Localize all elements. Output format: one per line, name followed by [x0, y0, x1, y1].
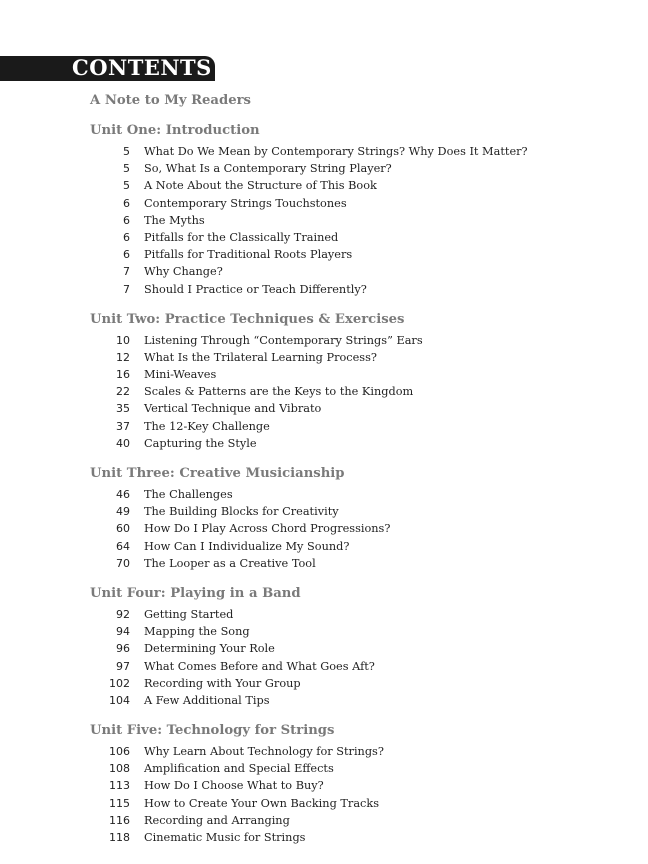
contents-banner	[0, 56, 215, 81]
toc-entry[interactable]	[90, 160, 630, 177]
toc-entry-title: Recording with Your Group	[144, 676, 301, 690]
toc-entry-title: The Looper as a Creative Tool	[144, 556, 316, 570]
toc-entry[interactable]	[90, 812, 630, 829]
toc-page-number: 118	[109, 831, 130, 844]
toc-entry[interactable]	[90, 263, 630, 280]
toc-entry-title: How to Create Your Own Backing Tracks	[144, 796, 380, 810]
toc-unit-heading[interactable]: Unit One: Introduction	[90, 123, 260, 138]
toc-page-number: 70	[116, 556, 130, 570]
toc-page-number: 10	[116, 333, 130, 347]
toc-entry-title: The 12-Key Challenge	[144, 419, 270, 433]
toc-entry[interactable]	[90, 143, 630, 160]
toc-entry-title: Cinematic Music for Strings	[144, 831, 306, 844]
toc-entry[interactable]	[90, 383, 630, 400]
toc-page-number: 6	[123, 248, 130, 262]
toc-entry-title: Mini-Weaves	[144, 368, 217, 382]
toc-entry[interactable]	[90, 418, 630, 435]
toc-page-number: 106	[109, 745, 130, 759]
toc-entry[interactable]	[90, 435, 630, 452]
toc-entry-title: A Note About the Structure of This Book	[144, 179, 377, 193]
toc-entry-title: The Myths	[144, 213, 205, 227]
toc-entry-title: How Do I Choose What to Buy?	[144, 779, 324, 793]
toc-entry-title: Listening Through “Contemporary Strings” Ears	[144, 333, 423, 347]
toc-entry-title: Why Learn About Technology for Strings?	[144, 745, 384, 759]
toc-page-number: 94	[116, 625, 130, 639]
table-of-contents	[90, 92, 630, 846]
toc-entry-title: Determining Your Role	[144, 642, 275, 656]
toc-page-number: 16	[116, 368, 130, 382]
toc-entry[interactable]	[90, 675, 630, 692]
toc-entry-title: Should I Practice or Teach Differently?	[144, 282, 367, 296]
toc-entry-title: Contemporary Strings Touchstones	[144, 196, 347, 210]
toc-entry-title: Getting Started	[144, 607, 234, 621]
toc-page-number: 6	[123, 230, 130, 244]
toc-entry[interactable]	[90, 623, 630, 640]
toc-entry[interactable]	[90, 177, 630, 194]
toc-page-number: 96	[116, 642, 130, 656]
toc-entry[interactable]	[90, 777, 630, 794]
toc-entry[interactable]	[90, 538, 630, 555]
toc-entry[interactable]	[90, 692, 630, 709]
toc-entry-title: Why Change?	[144, 265, 223, 279]
toc-page-number: 60	[116, 522, 130, 536]
toc-page-number: 113	[109, 779, 130, 793]
toc-entry[interactable]	[90, 795, 630, 812]
toc-unit-heading[interactable]: Unit Four: Playing in a Band	[90, 585, 301, 601]
toc-entry[interactable]	[90, 760, 630, 777]
toc-entry-title: The Challenges	[144, 488, 233, 501]
toc-entry-title: How Can I Individualize My Sound?	[144, 539, 350, 553]
toc-entry[interactable]	[90, 743, 630, 760]
toc-entry[interactable]	[90, 366, 630, 383]
toc-entry[interactable]	[90, 229, 630, 246]
toc-heading-intro[interactable]: A Note to My Readers	[90, 93, 251, 108]
toc-entry-title: What Is the Trilateral Learning Process?	[144, 350, 377, 364]
toc-unit-heading[interactable]: Unit Five: Technology for Strings	[90, 723, 335, 739]
toc-page-number: 104	[109, 693, 130, 707]
toc-page-number: 64	[116, 539, 130, 553]
toc-entry[interactable]	[90, 195, 630, 212]
toc-page-number: 92	[116, 607, 130, 621]
toc-page-number: 40	[116, 436, 130, 450]
toc-entry-title: What Do We Mean by Contemporary Strings? Why Does It Matter?	[144, 145, 528, 158]
toc-entry-title: Vertical Technique and Vibrato	[144, 402, 322, 416]
toc-page-number: 7	[123, 265, 130, 279]
toc-page-number: 5	[123, 145, 130, 158]
toc-page-number: 115	[109, 796, 130, 810]
toc-page-number: 37	[116, 419, 130, 433]
toc-unit-heading[interactable]: Unit Three: Creative Musicianship	[90, 466, 345, 481]
page-title: CONTENTS	[72, 55, 212, 80]
toc-entry-title: Pitfalls for the Classically Trained	[144, 230, 339, 244]
toc-page-number: 102	[109, 676, 130, 690]
toc-entry-title: The Building Blocks for Creativity	[144, 505, 339, 519]
toc-page-number: 12	[116, 350, 130, 364]
toc-page-number: 22	[116, 385, 130, 399]
toc-page-number: 108	[109, 762, 130, 776]
toc-page-number: 35	[116, 402, 130, 416]
toc-entry-title: So, What Is a Contemporary String Player?	[144, 162, 392, 176]
toc-entry[interactable]	[90, 281, 630, 298]
toc-entry[interactable]	[90, 829, 630, 846]
toc-entry-title: Amplification and Special Effects	[144, 762, 334, 776]
toc-entry-title: Pitfalls for Traditional Roots Players	[144, 248, 353, 262]
toc-entry[interactable]	[90, 400, 630, 417]
toc-entry-title: Recording and Arranging	[144, 813, 290, 827]
toc-entry[interactable]	[90, 332, 630, 349]
toc-page-number: 46	[116, 488, 130, 501]
toc-page-number: 116	[109, 813, 130, 827]
toc-entry[interactable]	[90, 212, 630, 229]
toc-entry-title: Capturing the Style	[144, 436, 257, 450]
toc-unit-heading[interactable]: Unit Two: Practice Techniques & Exercises	[90, 311, 405, 327]
toc-entry[interactable]	[90, 520, 630, 537]
toc-page-number: 5	[123, 162, 130, 176]
toc-page-number: 6	[123, 213, 130, 227]
toc-entry-title: How Do I Play Across Chord Progressions?	[144, 522, 391, 536]
toc-page-number: 97	[116, 659, 130, 673]
toc-entry[interactable]	[90, 555, 630, 572]
toc-page-number: 7	[123, 282, 130, 296]
toc-entry-title: What Comes Before and What Goes Aft?	[144, 659, 375, 673]
toc-entry[interactable]	[90, 503, 630, 520]
toc-entry[interactable]	[90, 349, 630, 366]
toc-entry[interactable]	[90, 640, 630, 657]
toc-entry[interactable]	[90, 246, 630, 263]
toc-entry-title: A Few Additional Tips	[144, 693, 270, 707]
toc-entry[interactable]	[90, 658, 630, 675]
toc-entry[interactable]	[90, 486, 630, 503]
toc-page-number: 6	[123, 196, 130, 210]
toc-entry-title: Mapping the Song	[144, 625, 250, 639]
toc-entry-title: Scales & Patterns are the Keys to the Kingdom	[144, 385, 414, 399]
toc-entry[interactable]	[90, 606, 630, 623]
toc-page-number: 49	[116, 505, 130, 519]
toc-page-number: 5	[123, 179, 130, 193]
